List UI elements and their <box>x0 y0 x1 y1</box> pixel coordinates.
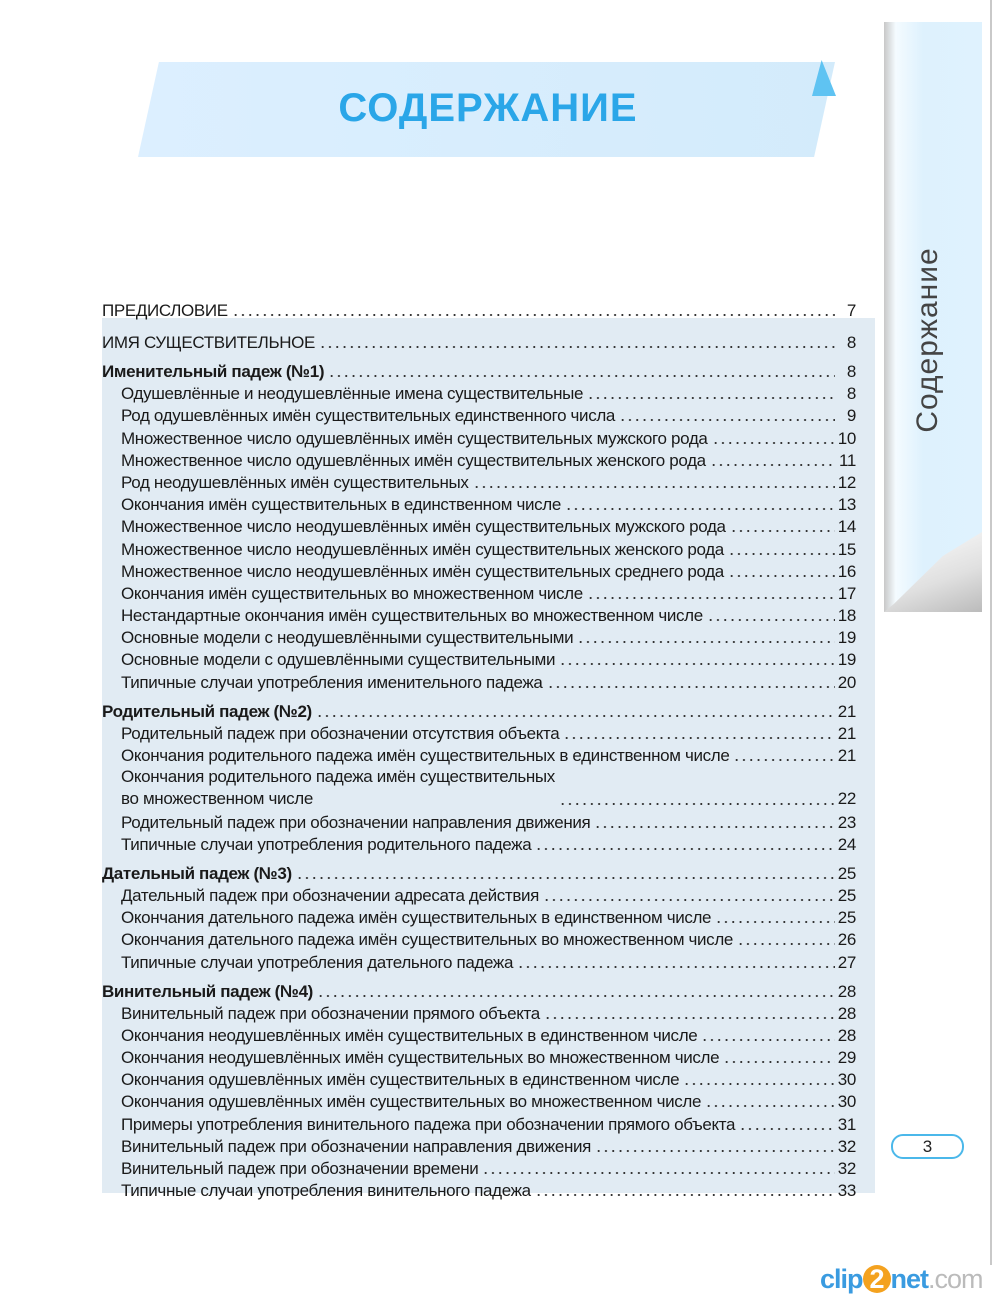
toc-entry-title: Дательный падеж при обозначении адресата действия <box>121 885 540 905</box>
toc-entry-page: 30 <box>837 1070 856 1090</box>
toc-entry-title: Множественное число одушевлённых имён существительных мужского рода <box>121 428 708 448</box>
toc-entry[interactable] <box>102 1002 856 1024</box>
dot-leader <box>587 596 835 600</box>
toc-entry[interactable] <box>102 1024 856 1046</box>
dot-leader <box>739 1127 835 1131</box>
dot-leader <box>317 994 835 998</box>
dot-leader <box>563 736 834 740</box>
dot-leader <box>728 552 835 556</box>
toc-entry[interactable] <box>102 1046 856 1068</box>
dot-leader <box>701 1038 834 1042</box>
dot-leader <box>316 714 835 718</box>
toc-entry-title: Типичные случаи употребления именительного падежа <box>121 672 543 692</box>
toc-entry-title: Окончания имён существительных во множественном числе <box>121 583 583 603</box>
toc-entry-title: Родительный падеж (№2) <box>102 701 312 721</box>
toc-entry-title: Основные модели с одушевлёнными существительными <box>121 650 556 670</box>
toc-entry[interactable] <box>102 1090 856 1112</box>
toc-entry-page: 28 <box>837 981 856 1001</box>
toc-entry[interactable] <box>102 1068 856 1090</box>
dot-leader <box>559 662 835 666</box>
toc-entry[interactable] <box>102 978 856 1002</box>
dot-leader <box>737 942 835 946</box>
toc-entry-page: 8 <box>846 333 856 352</box>
page-curl-icon <box>884 532 982 612</box>
toc-entry-page: 21 <box>837 723 856 743</box>
toc-entry-title: Винительный падеж при обозначении прямого объекта <box>121 1003 540 1023</box>
toc-entry[interactable] <box>102 289 856 321</box>
dot-leader <box>319 345 835 349</box>
toc-entry-page: 15 <box>837 539 856 559</box>
toc-entry[interactable] <box>102 1179 856 1201</box>
toc-entry-title: Множественное число одушевлённых имён существительных женского рода <box>121 450 706 470</box>
toc-entry-page: 30 <box>837 1092 856 1112</box>
toc-entry-page: 11 <box>839 450 856 470</box>
toc-entry[interactable] <box>102 648 856 670</box>
toc-entry-title: Родительный падеж при обозначении направления движения <box>121 812 591 832</box>
toc-entry[interactable] <box>102 670 856 692</box>
toc-entry-page: 28 <box>837 1003 856 1023</box>
toc-entry-title: Окончания одушевлённых имён существительных в единственном числе <box>121 1070 680 1090</box>
toc-entry[interactable] <box>102 860 856 884</box>
toc-entry[interactable] <box>102 471 856 493</box>
dot-leader <box>517 965 835 969</box>
toc-entry-title: Окончания родительного падежа имён существительных в единственном числе <box>121 746 730 765</box>
dot-leader <box>232 313 835 317</box>
toc-entry-title: Примеры употребления винительного падежа при обозначении прямого объекта <box>121 1114 736 1134</box>
toc-entry-page: 25 <box>837 885 856 905</box>
toc-entry[interactable] <box>102 449 856 471</box>
dot-leader <box>577 640 834 644</box>
dot-leader <box>705 1104 835 1108</box>
toc-entry-title: Именительный падеж (№1) <box>102 362 325 381</box>
toc-entry-page: 32 <box>837 1136 856 1156</box>
toc-entry[interactable] <box>102 560 856 582</box>
dot-leader <box>712 441 835 445</box>
toc-entry-title: Множественное число неодушевлённых имён существительных женского рода <box>121 539 724 559</box>
toc-entry[interactable] <box>102 810 856 832</box>
dot-leader <box>544 1016 835 1020</box>
toc-entry[interactable] <box>102 493 856 515</box>
toc-entry-page: 16 <box>837 561 856 581</box>
toc-entry-page: 19 <box>837 650 856 670</box>
dot-leader <box>707 618 835 622</box>
dot-leader <box>328 374 835 378</box>
toc-entry-title: Окончания имён существительных в единственном числе <box>121 495 561 515</box>
toc-entry-page: 21 <box>837 701 856 721</box>
toc-entry[interactable] <box>102 722 856 744</box>
toc-entry-title: Нестандартные окончания имён существительных во множественном числе <box>121 606 703 626</box>
toc-entry-title: Окончания одушевлённых имён существительных во множественном числе <box>121 1092 702 1112</box>
toc-entry[interactable] <box>102 884 856 906</box>
toc-entry[interactable] <box>102 358 856 382</box>
toc-entry[interactable] <box>102 604 856 626</box>
toc-entry-title: ИМЯ СУЩЕСТВИТЕЛЬНОЕ <box>102 333 316 352</box>
toc-entry[interactable] <box>102 515 856 537</box>
dot-leader <box>535 847 834 851</box>
toc-entry-title: Род одушевлённых имён существительных единственного числа <box>121 406 616 426</box>
dot-leader <box>723 1060 835 1064</box>
page-number: 3 <box>891 1134 964 1159</box>
toc-entry-page: 23 <box>837 812 856 832</box>
dot-leader <box>710 463 835 467</box>
toc-entry-page: 12 <box>837 472 856 492</box>
toc-entry-page: 32 <box>837 1159 856 1179</box>
toc-entry-page: 18 <box>837 606 856 626</box>
toc-entry-page: 19 <box>837 628 856 648</box>
side-tab-label: Содержание <box>911 247 944 433</box>
toc-entry-page: 7 <box>846 301 856 320</box>
toc-entry-page: 20 <box>837 672 856 692</box>
toc-entry-title: Множественное число неодушевлённых имён существительных мужского рода <box>121 517 726 537</box>
dot-leader <box>619 418 835 422</box>
toc-entry[interactable] <box>102 426 856 448</box>
dot-leader <box>728 574 835 578</box>
toc-entry-page: 29 <box>837 1048 856 1068</box>
toc-entry[interactable] <box>102 1112 856 1134</box>
dot-leader <box>595 1149 835 1153</box>
toc-entry-title: Дательный падеж (№3) <box>102 863 292 883</box>
dot-leader <box>296 876 835 880</box>
toc-entry[interactable] <box>102 744 856 766</box>
toc-entry-page: 24 <box>837 834 856 854</box>
dot-leader <box>683 1082 835 1086</box>
toc-entry-page: 22 <box>837 789 856 809</box>
toc-entry-title: Типичные случаи употребления винительного падежа <box>121 1181 531 1201</box>
toc-entry-title: Окончания дательного падежа имён существительных во множественном числе <box>121 930 734 950</box>
toc-entry-page: 31 <box>837 1114 856 1134</box>
toc-entry-page: 21 <box>837 746 856 765</box>
toc-entry-page: 8 <box>846 384 856 404</box>
toc-entry-title: Окончания неодушевлённых имён существительных в единственном числе <box>121 1025 698 1045</box>
toc-entry-page: 25 <box>837 908 856 928</box>
toc-entry[interactable] <box>102 766 856 810</box>
toc-entry-title: Род неодушевлённых имён существительных <box>121 472 469 492</box>
toc-entry[interactable] <box>102 382 856 404</box>
toc-entry[interactable] <box>102 626 856 648</box>
dot-leader <box>482 1171 834 1175</box>
toc-entry[interactable] <box>102 582 856 604</box>
toc-entry-page: 10 <box>837 428 856 448</box>
toc-entry[interactable] <box>102 928 856 950</box>
toc-entry-page: 25 <box>837 863 856 883</box>
toc-entry-title: Винительный падеж при обозначении времени <box>121 1159 479 1179</box>
toc-entry[interactable] <box>102 950 856 972</box>
toc-entry-page: 28 <box>837 1025 856 1045</box>
dot-leader <box>594 825 834 829</box>
toc-entry-page: 9 <box>846 406 856 426</box>
toc-entry-title: Типичные случаи употребления родительного падежа <box>121 834 532 854</box>
toc-entry-title: Множественное число неодушевлённых имён существительных среднего рода <box>121 561 724 581</box>
dot-leader <box>733 758 834 762</box>
dot-leader <box>535 1193 835 1197</box>
toc-entry-title: Винительный падеж при обозначении направления движения <box>121 1136 592 1156</box>
dot-leader <box>730 529 835 533</box>
toc-entry[interactable] <box>102 698 856 722</box>
toc-entry-title: ПРЕДИСЛОВИЕ <box>102 301 228 320</box>
toc-entry[interactable] <box>102 404 856 426</box>
toc-entry-title: Окончания неодушевлённых имён существительных во множественном числе <box>121 1048 720 1068</box>
dot-leader <box>543 898 835 902</box>
toc-entry-page: 17 <box>837 583 856 603</box>
toc-entry-title: Винительный падеж (№4) <box>102 981 313 1001</box>
dot-leader <box>473 485 835 489</box>
page-edge-divider <box>990 0 992 1265</box>
toc-entry-title: Одушевлённые и неодушевлённые имена существительные <box>121 384 584 404</box>
toc-entry-page: 14 <box>837 517 856 537</box>
toc-entry[interactable] <box>102 833 856 855</box>
toc-entry-title: Типичные случаи употребления дательного падежа <box>121 952 514 972</box>
toc-entry[interactable] <box>102 321 856 353</box>
toc-entry-title: Окончания родительного падежа имён существительных во множественном числе <box>121 766 555 809</box>
toc-entry-page: 13 <box>837 495 856 515</box>
dot-leader <box>565 507 835 511</box>
table-of-contents <box>102 289 856 1201</box>
toc-entry[interactable] <box>102 537 856 559</box>
clip2net-watermark: clip 2 net.com <box>820 1264 983 1294</box>
toc-entry[interactable] <box>102 1157 856 1179</box>
toc-entry-title: Родительный падеж при обозначении отсутствия объекта <box>121 723 560 743</box>
dot-leader <box>715 920 835 924</box>
toc-entry[interactable] <box>102 1135 856 1157</box>
dot-leader <box>559 802 835 806</box>
toc-entry-page: 27 <box>837 952 856 972</box>
toc-entry-page: 8 <box>846 362 856 381</box>
toc-entry-title: Основные модели с неодушевлёнными существительными <box>121 628 574 648</box>
toc-entry-page: 26 <box>837 930 856 950</box>
dot-leader <box>547 685 835 689</box>
toc-entry[interactable] <box>102 906 856 928</box>
dot-leader <box>587 396 835 400</box>
page-title: СОДЕРЖАНИЕ <box>338 86 638 130</box>
toc-entry-page: 33 <box>837 1181 856 1201</box>
toc-entry-title: Окончания дательного падежа имён существительных в единственном числе <box>121 908 712 928</box>
